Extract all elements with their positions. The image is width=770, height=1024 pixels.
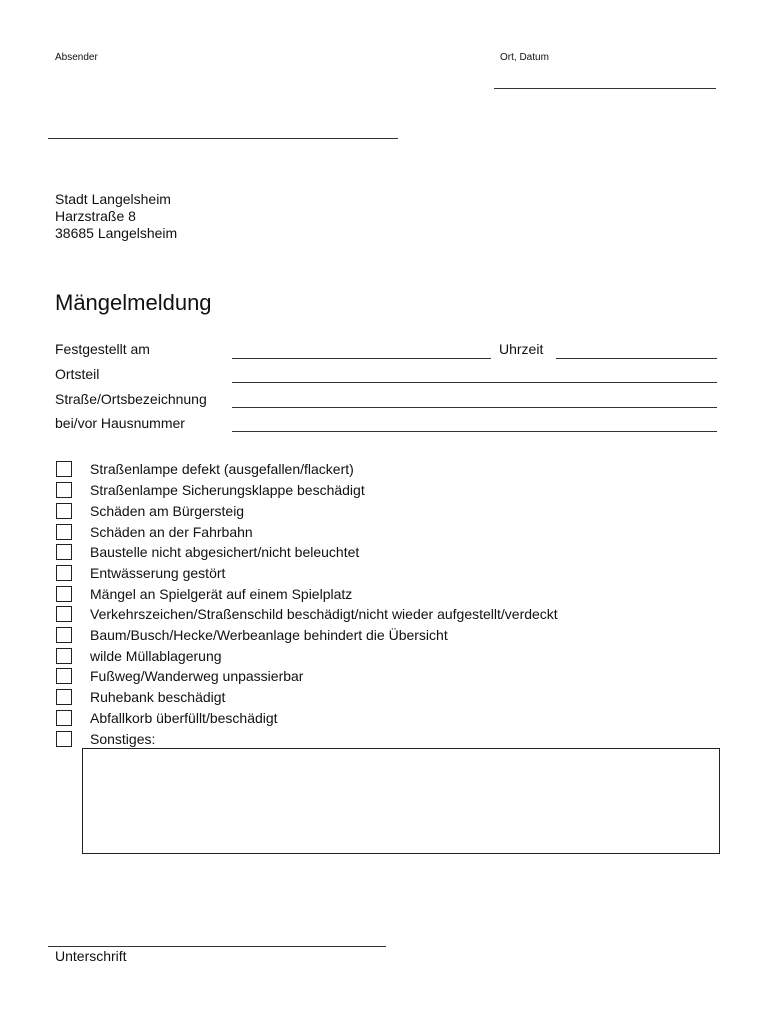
- sender-field[interactable]: [48, 116, 398, 139]
- time-label: Uhrzeit: [499, 341, 544, 357]
- checkbox-traffic-sign[interactable]: [56, 606, 72, 622]
- house-number-label: bei/vor Hausnummer: [55, 415, 185, 431]
- checklist-item-label: Baum/Busch/Hecke/Werbeanlage behindert die Übersicht: [90, 627, 448, 643]
- street-label: Straße/Ortsbezeichnung: [55, 391, 207, 407]
- checklist-item-label: Ruhebank beschädigt: [90, 689, 226, 705]
- house-number-field[interactable]: [232, 409, 717, 432]
- checkbox-sidewalk-damage[interactable]: [56, 503, 72, 519]
- checklist-item-label: Abfallkorb überfüllt/beschädigt: [90, 710, 278, 726]
- other-description-textarea[interactable]: [82, 748, 720, 854]
- place-date-field[interactable]: [494, 66, 716, 89]
- street-field[interactable]: [232, 385, 717, 408]
- recipient-line-3: 38685 Langelsheim: [55, 225, 178, 241]
- checklist-item-label: Mängel an Spielgerät auf einem Spielplatz: [90, 586, 353, 602]
- checkbox-waste-bin[interactable]: [56, 710, 72, 726]
- time-field[interactable]: [556, 336, 717, 359]
- page-title: Mängelmeldung: [55, 290, 212, 315]
- checklist-item-label: Straßenlampe defekt (ausgefallen/flackert): [90, 461, 354, 477]
- checkbox-street-lamp-flap[interactable]: [56, 482, 72, 498]
- found-on-field[interactable]: [232, 336, 491, 359]
- recipient-line-2: Harzstraße 8: [55, 208, 136, 224]
- recipient-line-1: Stadt Langelsheim: [55, 191, 171, 207]
- checklist-item-label: Schäden am Bürgersteig: [90, 503, 245, 519]
- checkbox-road-damage[interactable]: [56, 524, 72, 540]
- sender-label: Absender: [55, 52, 98, 63]
- checkbox-playground[interactable]: [56, 586, 72, 602]
- signature-label: Unterschrift: [55, 948, 127, 964]
- checkbox-other[interactable]: [56, 731, 72, 747]
- checkbox-drainage[interactable]: [56, 565, 72, 581]
- checkbox-bench[interactable]: [56, 689, 72, 705]
- checklist-item-label: Schäden an der Fahrbahn: [90, 524, 253, 540]
- checkbox-street-lamp-defect[interactable]: [56, 461, 72, 477]
- checklist-item-label: wilde Müllablagerung: [90, 648, 222, 664]
- checklist-item-label: Straßenlampe Sicherungsklappe beschädigt: [90, 482, 365, 498]
- signature-field[interactable]: [48, 924, 386, 947]
- recipient-address: [55, 191, 177, 242]
- found-on-label: Festgestellt am: [55, 341, 150, 357]
- checkbox-illegal-dumping[interactable]: [56, 648, 72, 664]
- checklist-item-label: Baustelle nicht abgesichert/nicht beleuchtet: [90, 544, 360, 560]
- checklist-item-label: Fußweg/Wanderweg unpassierbar: [90, 668, 304, 684]
- district-field[interactable]: [232, 360, 717, 383]
- checklist-item-label: Verkehrszeichen/Straßenschild beschädigt/nicht wieder aufgestellt/verdeckt: [90, 606, 558, 622]
- district-label: Ortsteil: [55, 366, 100, 382]
- place-date-label: Ort, Datum: [500, 52, 549, 63]
- checkbox-construction-site[interactable]: [56, 544, 72, 560]
- checkbox-footpath[interactable]: [56, 668, 72, 684]
- checklist-item-label: Sonstiges:: [90, 731, 156, 747]
- checklist-item-label: Entwässerung gestört: [90, 565, 226, 581]
- checkbox-tree-obstruction[interactable]: [56, 627, 72, 643]
